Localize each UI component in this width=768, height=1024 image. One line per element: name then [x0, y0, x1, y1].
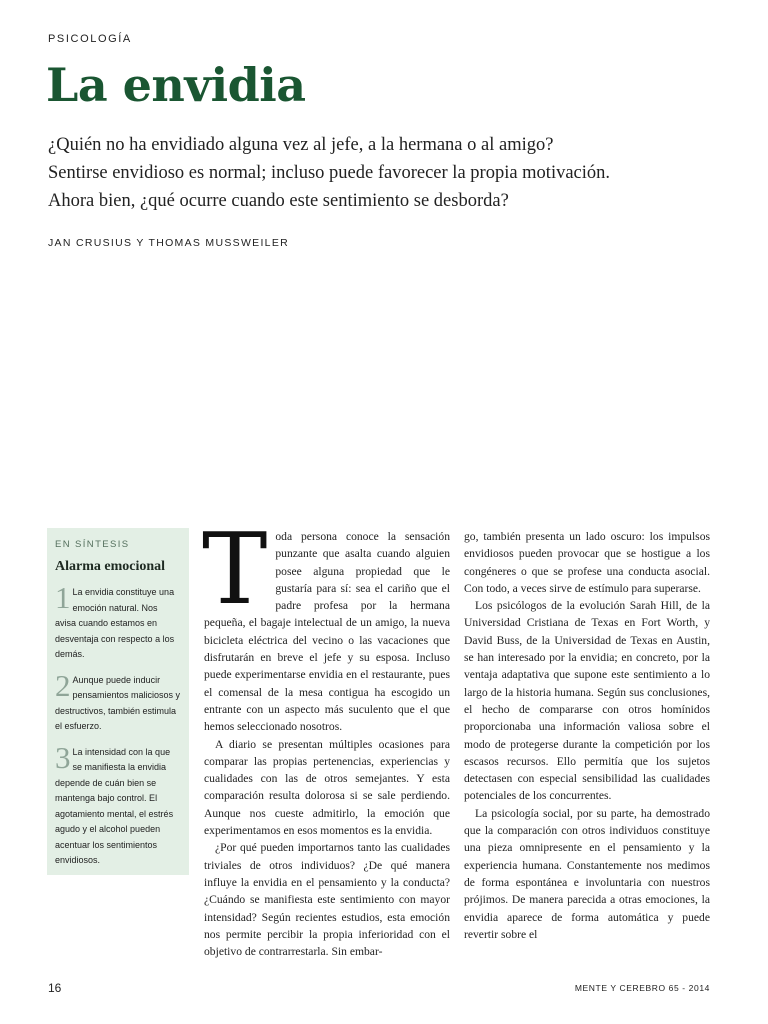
summary-sidebar — [47, 528, 189, 875]
sidebar-point-2 — [55, 667, 181, 735]
body-paragraph: go, también presenta un lado oscuro: los impulsos envidiosos pueden provocar que se hostigue a los congéneres o que se profese una conducta asocial. Con todo, a veces sirve de estímulo para superarse. — [464, 530, 710, 595]
point-text: Aunque puede inducir pensamientos maliciosos y destructivos, también estimula el esfuerzo. — [55, 674, 181, 731]
running-title: MENTE Y CEREBRO 65 - 2014 — [574, 983, 710, 993]
lede-line: Ahora bien, ¿qué ocurre cuando este sentimiento se desborda? — [48, 191, 509, 211]
lede-line: Sentirse envidioso es normal; incluso puede favorecer la propia motivación. — [48, 163, 611, 183]
body-column-1 — [202, 513, 450, 960]
point-text: La envidia constituye una emoción natural. Nos avisa cuando estamos en desventaja con respecto a los demás. — [55, 587, 175, 659]
article-lede — [48, 131, 728, 215]
point-number: 1 — [55, 580, 71, 615]
section-label: PSICOLOGÍA — [48, 33, 132, 45]
body-paragraph: A diario se presentan múltiples ocasiones para comparar las propias pertenencias, experiencias y cualidades con las de otros semejantes. Y esta comparación resulta dolorosa si se sale perdiendo. Aunque nos cueste admitirlo, la emoción que experimentamos en esos momentos es la envidia. — [204, 737, 450, 838]
lede-line: ¿Quién no ha envidiado alguna vez al jefe, a la hermana o al amigo? — [48, 135, 554, 155]
body-paragraph: ¿Por qué pueden importarnos tanto las cualidades triviales de otros individuos? ¿De qué manera influye la envidia en el pensamiento y la conducta? ¿Cuándo se manifiesta este sentimiento con mayor intensidad? Según recientes estudios, esta emoción nos permite percibir la propia inferioridad con el objetivo de contrarrestarla. Sin embar- — [204, 841, 450, 959]
article-authors: JAN CRUSIUS Y THOMAS MUSSWEILER — [48, 237, 290, 249]
body-paragraph: La psicología social, por su parte, ha demostrado que la comparación con otros individuos constituye una pieza omnipresente en el pensamiento y la experiencia humana. Constantemente nos medimos de forma espontánea e involuntaria con nuestros prójimos. De manera parecida a otras emociones, la envidia aparece de forma automática y puede revertir sobre el — [464, 806, 710, 941]
paragraph-text: oda persona conoce la sensación punzante que asalta cuando alguien posee alguna propiedad que le gustaría para sí: sea el cariño que el padre profesa por la hermana pequeña, el bagaje intelectual de un amigo, la nueva bicicleta eléctrica del vecino o las vacaciones que disfrutarán en breve el jefe y su esposa. Incluso puede experimentarse envidia en el restaurante, pues el comensal de la mesa contigua ha escogido un entrante con un aspecto más suculento que el que hemos seleccionado nosotros. — [204, 530, 450, 734]
sidebar-point-3 — [55, 739, 181, 869]
body-paragraph — [202, 513, 450, 736]
sidebar-point-1 — [55, 580, 181, 663]
page-number: 16 — [48, 981, 62, 995]
drop-cap: T — [202, 513, 268, 627]
point-number: 3 — [55, 739, 71, 775]
body-paragraph: Los psicólogos de la evolución Sarah Hill, de la Universidad Cristiana de Texas en Fort Worth, y David Buss, de la Universidad de Texas en Austin, se han interesado por la envidia; en concreto, por la ventaja adaptativa que supone este sentimiento a lo largo de la historia humana. Según sus conclusiones, el hecho de compararse con otros homínidos proporcionaba una información valiosa sobre el modo de protegerse durante la competición por los escasos recursos. Ello permitía que los sujetos detectasen con especial sensibilidad las cualidades potenciales de los concurrentes. — [464, 599, 710, 803]
sidebar-label: EN SÍNTESIS — [55, 539, 130, 550]
body-column-2 — [464, 528, 710, 943]
point-text: La intensidad con la que se manifiesta la envidia depende de cuán bien se mantenga bajo control. El agotamiento mental, el estrés agudo y el alcohol pueden acentuar los sentimientos envidiosos. — [55, 746, 174, 865]
article-title: La envidia — [46, 58, 306, 112]
sidebar-heading: Alarma emocional — [55, 559, 166, 574]
point-number: 2 — [55, 667, 71, 703]
